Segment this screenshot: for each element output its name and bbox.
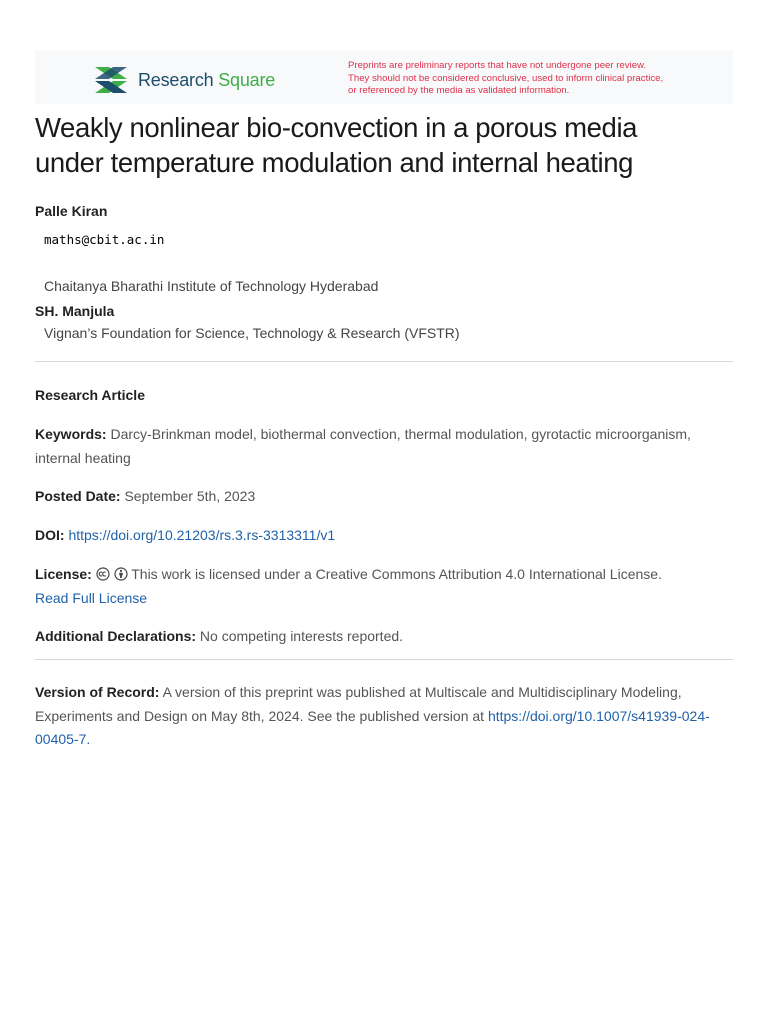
title-line-1: Weakly nonlinear bio-convection in a porous media xyxy=(35,112,638,143)
version-of-record-text: A version of this preprint was published at Multiscale and Multidisciplinary Modeling, Experiments and Design on May 8th, 2024. See the published version at xyxy=(35,684,682,724)
preprint-banner xyxy=(35,50,733,104)
by-icon xyxy=(114,567,128,581)
logo-word-square: Square xyxy=(218,69,276,90)
title-line-2: under temperature modulation and internal heating xyxy=(35,147,634,178)
divider xyxy=(35,361,733,362)
published-version-link[interactable]: https://doi.org/10.1007/s41939-024-00405-7 xyxy=(35,707,710,747)
version-of-record-label: Version of Record: xyxy=(35,684,160,700)
version-of-record-field xyxy=(35,681,735,752)
author-affiliation: Chaitanya Bharathi Institute of Technology Hyderabad xyxy=(44,278,379,294)
doi-link[interactable]: https://doi.org/10.21203/rs.3.rs-3313311/v1 xyxy=(68,527,336,543)
author-name: Palle Kiran xyxy=(35,203,108,219)
declarations-field xyxy=(35,625,735,649)
cc-icon xyxy=(96,567,110,581)
posted-date-field xyxy=(35,485,735,509)
read-full-license-link[interactable]: Read Full License xyxy=(35,589,148,606)
license-label: License: xyxy=(35,566,92,582)
notice-line: Preprints are preliminary reports that have not undergone peer review. xyxy=(348,60,647,71)
notice-line: They should not be considered conclusive, used to inform clinical practice, xyxy=(348,72,664,84)
keywords-label: Keywords: xyxy=(35,426,107,442)
posted-date-value: September 5th, 2023 xyxy=(124,488,256,504)
doi-field xyxy=(35,524,735,548)
license-text: This work is licensed under a Creative Commons Attribution 4.0 International License. xyxy=(131,566,662,582)
declarations-value: No competing interests reported. xyxy=(199,628,404,644)
logo-text xyxy=(138,70,275,91)
keywords-field xyxy=(35,423,735,470)
license-field xyxy=(35,563,735,610)
article-type-label: Research Article xyxy=(35,387,145,403)
research-square-logo-icon xyxy=(93,65,129,95)
article-type xyxy=(35,384,735,408)
keywords-value: Darcy-Brinkman model, biothermal convection, thermal modulation, gyrotactic microorganism, internal heating xyxy=(35,426,691,466)
version-of-record-end: . xyxy=(86,731,91,747)
declarations-label: Additional Declarations: xyxy=(35,628,197,644)
divider xyxy=(35,659,733,660)
author-name: SH. Manjula xyxy=(35,303,115,319)
posted-date-label: Posted Date: xyxy=(35,488,121,504)
author-affiliation: Vignan’s Foundation for Science, Technology & Research (VFSTR) xyxy=(44,325,460,341)
paper-title xyxy=(35,110,735,180)
author-email[interactable]: maths@cbit.ac.in xyxy=(44,232,165,247)
research-square-logo[interactable] xyxy=(93,64,275,96)
logo-word-research: Research xyxy=(138,69,214,90)
doi-label: DOI: xyxy=(35,527,65,543)
notice-line: or referenced by the media as validated information. xyxy=(348,85,570,97)
preprint-notice xyxy=(348,60,728,98)
